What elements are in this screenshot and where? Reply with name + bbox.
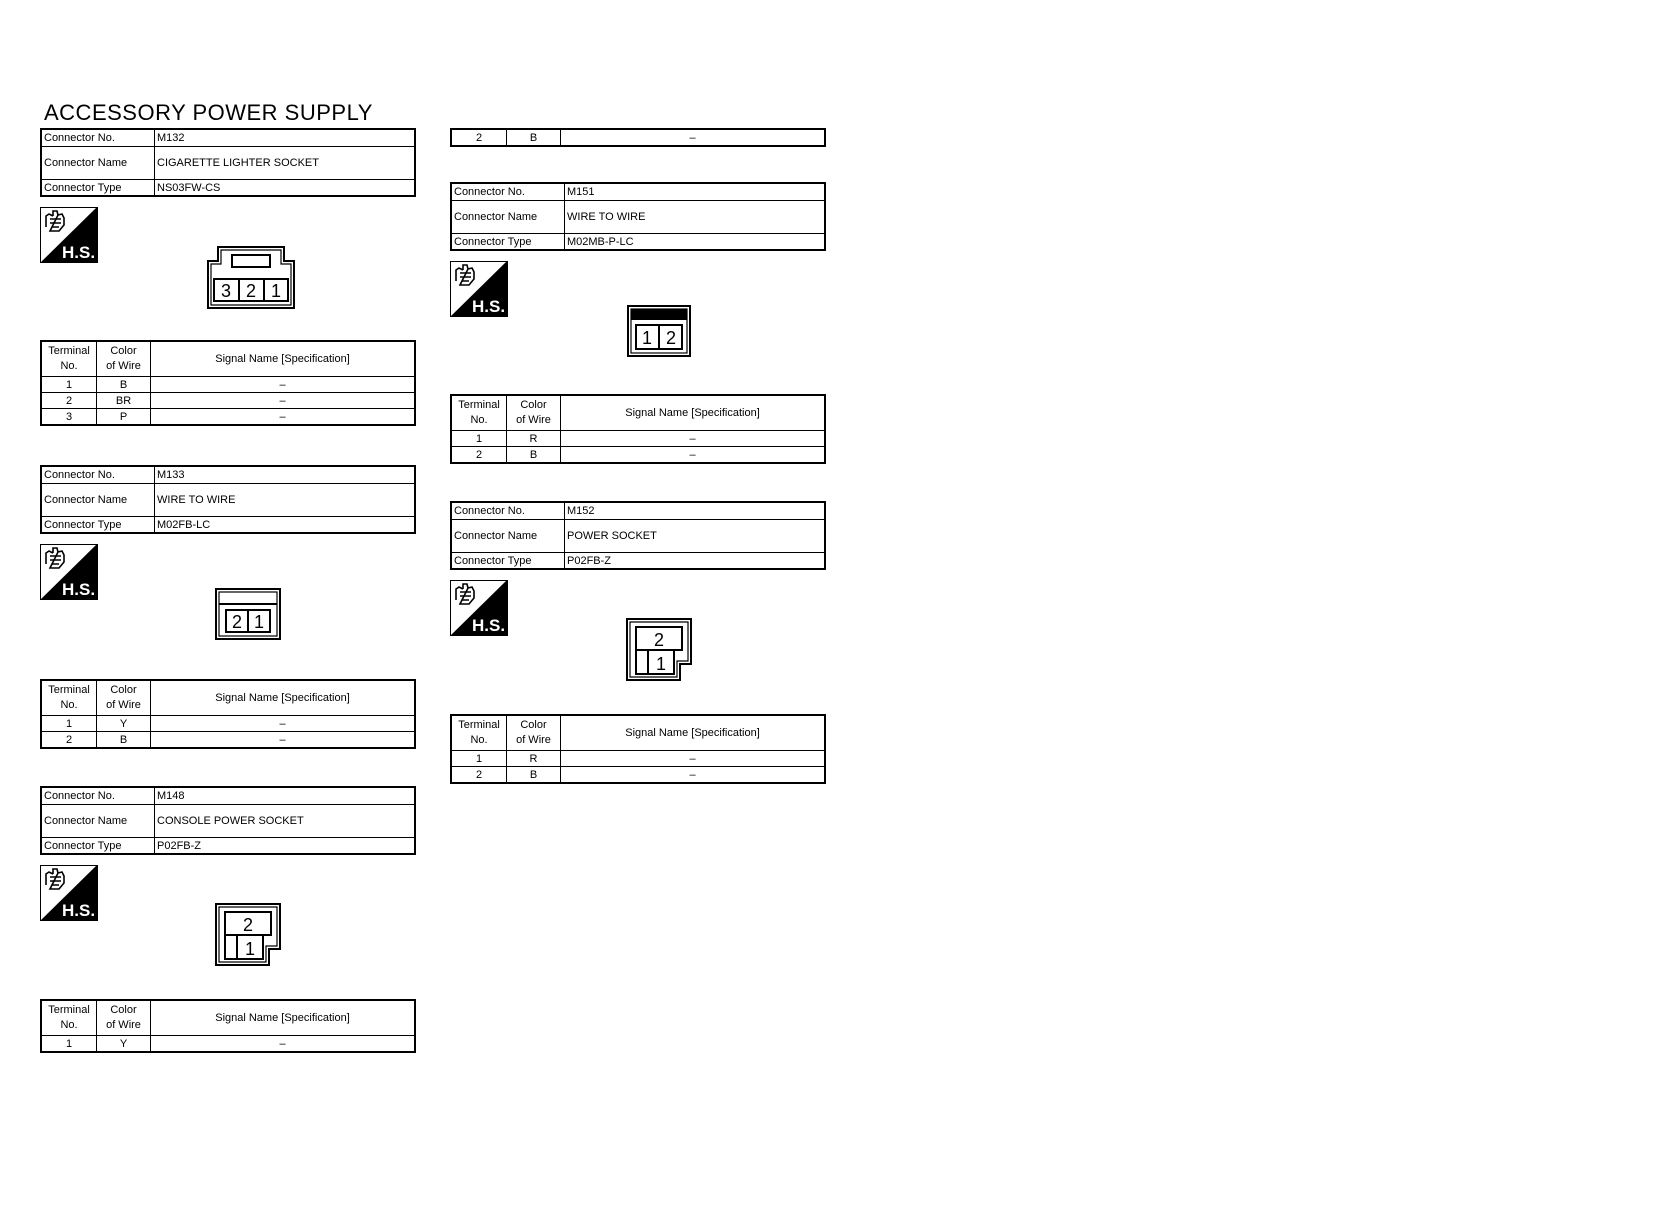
terminal-no-header: Terminal No. — [451, 395, 507, 431]
connector-name-label: Connector Name — [41, 805, 155, 838]
connector-type-value: P02FB-Z — [565, 553, 826, 570]
color-of-wire-header: Color of Wire — [507, 715, 561, 751]
color-of-wire-header: Color of Wire — [97, 680, 151, 716]
connector-type-label: Connector Type — [41, 838, 155, 855]
terminal-table — [40, 340, 416, 426]
terminal-no-header: Terminal No. — [41, 341, 97, 377]
connector-name-value: CONSOLE POWER SOCKET — [155, 805, 416, 838]
connector-no-value: M151 — [565, 183, 826, 201]
svg-text:1: 1 — [253, 612, 265, 632]
connector-name-value: WIRE TO WIRE — [155, 484, 416, 517]
connector-no-value: M132 — [155, 129, 416, 147]
svg-text:H.S.: H.S. — [472, 616, 506, 635]
connector-name-value: WIRE TO WIRE — [565, 201, 826, 234]
connector-face-2pin-stacked — [626, 618, 692, 687]
table-row: 2 B – — [41, 732, 415, 749]
connector-type-label: Connector Type — [451, 234, 565, 251]
signal-name-header: Signal Name [Specification] — [561, 395, 826, 431]
connector-info-table — [450, 182, 826, 251]
connector-no-label: Connector No. — [41, 129, 155, 147]
connector-name-label: Connector Name — [41, 147, 155, 180]
harness-side-icon — [40, 865, 98, 921]
signal-name-header: Signal Name [Specification] — [151, 1000, 416, 1036]
harness-side-icon — [450, 580, 508, 636]
terminal-table — [40, 999, 416, 1053]
svg-text:1: 1 — [641, 328, 653, 348]
svg-text:H.S.: H.S. — [62, 901, 96, 920]
table-row: 1 R – — [451, 431, 825, 447]
terminal-no-header: Terminal No. — [41, 1000, 97, 1036]
connector-no-label: Connector No. — [41, 466, 155, 484]
connector-name-label: Connector Name — [451, 201, 565, 234]
color-of-wire-header: Color of Wire — [97, 1000, 151, 1036]
connector-no-label: Connector No. — [451, 183, 565, 201]
connector-name-value: POWER SOCKET — [565, 520, 826, 553]
table-row: 1 Y – — [41, 1036, 415, 1053]
svg-text:1: 1 — [270, 281, 282, 301]
svg-text:2: 2 — [665, 328, 677, 348]
terminal-table — [450, 394, 826, 464]
signal-name-header: Signal Name [Specification] — [151, 341, 416, 377]
connector-type-value: M02MB-P-LC — [565, 234, 826, 251]
connector-no-label: Connector No. — [451, 502, 565, 520]
connector-face-3pin — [206, 246, 296, 315]
harness-side-icon — [40, 544, 98, 600]
connector-name-value: CIGARETTE LIGHTER SOCKET — [155, 147, 416, 180]
harness-side-icon — [40, 207, 98, 263]
svg-text:2: 2 — [245, 281, 257, 301]
connector-type-value: M02FB-LC — [155, 517, 416, 534]
connector-type-value: P02FB-Z — [155, 838, 416, 855]
svg-text:H.S.: H.S. — [62, 243, 96, 262]
connector-type-label: Connector Type — [41, 180, 155, 197]
connector-face-2pin-stacked — [215, 903, 281, 972]
svg-text:H.S.: H.S. — [62, 580, 96, 599]
connector-type-value: NS03FW-CS — [155, 180, 416, 197]
connector-no-value: M148 — [155, 787, 416, 805]
terminal-table — [450, 714, 826, 784]
color-of-wire-header: Color of Wire — [507, 395, 561, 431]
connector-face-2pin-male — [627, 305, 691, 362]
connector-info-table — [40, 465, 416, 534]
table-row: 2 BR – — [41, 393, 415, 409]
terminal-table — [40, 679, 416, 749]
svg-text:2: 2 — [231, 612, 243, 632]
signal-name-header: Signal Name [Specification] — [151, 680, 416, 716]
table-row: 2 B – — [451, 129, 825, 146]
connector-info-table — [40, 128, 416, 197]
connector-name-label: Connector Name — [41, 484, 155, 517]
table-row: 3 P – — [41, 409, 415, 426]
table-row: 2 B – — [451, 447, 825, 464]
table-row: 1 B – — [41, 377, 415, 393]
color-of-wire-header: Color of Wire — [97, 341, 151, 377]
table-row: 1 R – — [451, 751, 825, 767]
harness-side-icon — [450, 261, 508, 317]
terminal-table-continued — [450, 128, 826, 147]
connector-name-label: Connector Name — [451, 520, 565, 553]
table-row: 1 Y – — [41, 716, 415, 732]
svg-text:2: 2 — [242, 915, 254, 935]
connector-info-table — [40, 786, 416, 855]
connector-type-label: Connector Type — [41, 517, 155, 534]
terminal-no-header: Terminal No. — [451, 715, 507, 751]
connector-no-value: M152 — [565, 502, 826, 520]
svg-text:1: 1 — [244, 939, 256, 959]
page-title: ACCESSORY POWER SUPPLY — [44, 100, 373, 125]
svg-text:2: 2 — [653, 630, 665, 650]
svg-text:H.S.: H.S. — [472, 297, 506, 316]
svg-text:3: 3 — [220, 281, 232, 301]
connector-face-2pin — [215, 588, 281, 645]
connector-type-label: Connector Type — [451, 553, 565, 570]
table-row: 2 B – — [451, 767, 825, 784]
terminal-no-header: Terminal No. — [41, 680, 97, 716]
svg-text:1: 1 — [655, 654, 667, 674]
connector-info-table — [450, 501, 826, 570]
signal-name-header: Signal Name [Specification] — [561, 715, 826, 751]
connector-no-value: M133 — [155, 466, 416, 484]
connector-no-label: Connector No. — [41, 787, 155, 805]
